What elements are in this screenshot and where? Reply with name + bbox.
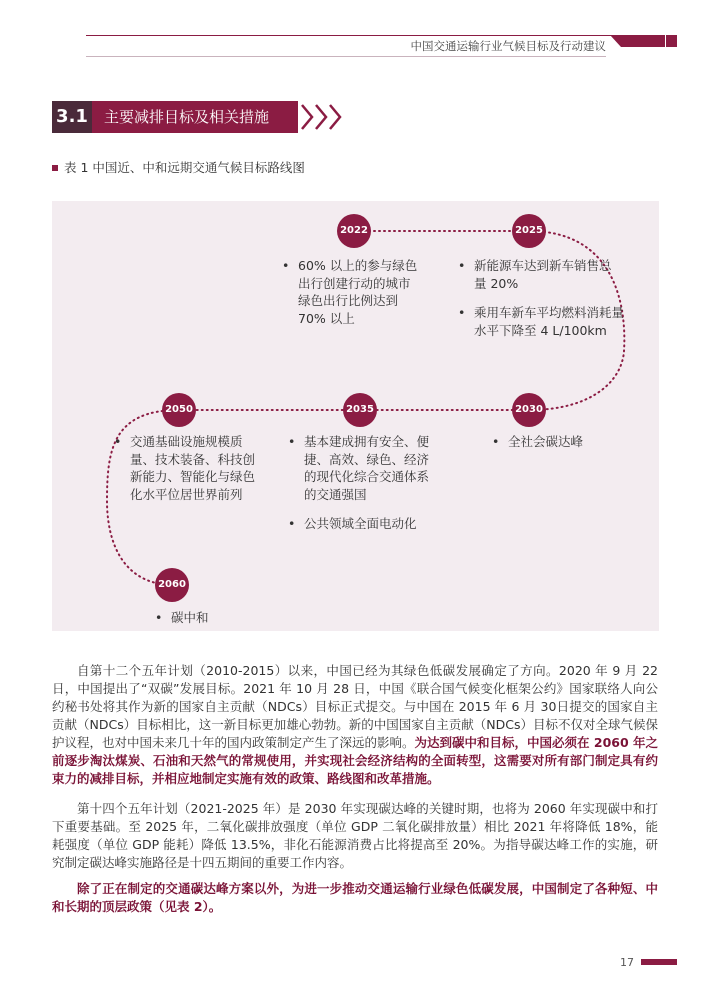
chevron-right-icon bbox=[300, 101, 314, 133]
body-paragraph: 自第十二个五年计划（2010-2015）以来，中国已经为其绿色低碳发展确定了方向。2020 年 9 月 22 日，中国提出了“双碳”发展目标。2021 年 10 月 28 日，中国《联合国气候变化框架公约》国家联络人向公约秘书处将其作为新的国家自主贡献（NDCs）目标正式提交。与中国在 2015 年 6 月 30日提交的国家自主贡献（NDCs）目标相比，这一新目标更加雄心勃勃。新的中国国家自主贡献（NDCs）目标不仅对全球气候保护议程，也对中国未来几十年的国内政策制定产生了深远的影响。为达到碳中和目标，中国必须在 2060 年之前逐步淘汰煤炭、石油和天然气的常规使用，并实现社会经济结构的全面转型，这需要对所有部门制定具有约束力的减排目标，并相应地制定实施有效的政策、路线图和改革措施。 bbox=[52, 663, 659, 786]
roadmap-panel bbox=[52, 201, 659, 631]
header-flag-decoration bbox=[610, 35, 665, 47]
header-rule bbox=[86, 35, 656, 36]
milestone-2050-item: • 交通基础设施规模质量、技术装备、科技创新能力、智能化与绿色化水平位居世界前列 bbox=[114, 434, 256, 502]
header-square-decoration bbox=[666, 35, 677, 47]
year-marker-2035: 2035 bbox=[343, 393, 377, 427]
page-number: 17 bbox=[620, 956, 634, 969]
table-title: 表 1 中国近、中和远期交通气候目标路线图 bbox=[64, 160, 305, 175]
table-title-bullet bbox=[52, 165, 58, 171]
milestone-2035-item: • 基本建成拥有安全、便捷、高效、绿色、经济的现代化综合交通体系的交通强国 bbox=[288, 434, 430, 502]
milestone-2025-item: • 新能源车达到新车销售总量 20% bbox=[458, 258, 612, 291]
year-marker-2022: 2022 bbox=[337, 214, 371, 248]
highlighted-text: 为达到碳中和目标，中国必须在 2060 年之前逐步淘汰煤炭、石油和天然气的常规使用，并实现社会经济结构的全面转型，这需要对所有部门制定具有约束力的减排目标，并相应地制定实施有效的政策、路线图和改革措施。 bbox=[52, 735, 659, 786]
year-marker-2060: 2060 bbox=[155, 568, 189, 602]
milestone-2022-item: • 60% 以上的参与绿色出行创建行动的城市绿色出行比例达到 70% 以上 bbox=[282, 258, 418, 326]
section-title: 主要减排目标及相关措施 bbox=[92, 101, 298, 133]
chevron-right-icon bbox=[314, 101, 328, 133]
running-header-title: 中国交通运输行业气候目标及行动建议 bbox=[410, 39, 606, 53]
milestone-2035-item: • 公共领域全面电动化 bbox=[288, 516, 417, 531]
year-marker-2025: 2025 bbox=[512, 214, 546, 248]
body-paragraph: 第十四个五年计划（2021-2025 年）是 2030 年实现碳达峰的关键时期，也将为 2060 年实现碳中和打下重要基础。至 2025 年，二氧化碳排放强度（单位 GDP 二氧化碳排放量）相比 2021 年将降低 18%，能耗强度（单位 GDP 能耗）降低 13.5%，非化石能源消费占比将提高至 20%。为指导碳达峰工作的实施，研究制定碳达峰实施路径是十四五期间的重要工作内容。 bbox=[52, 801, 658, 870]
highlighted-text: 除了正在制定的交通碳达峰方案以外，为进一步推动交通运输行业绿色低碳发展，中国制定了各种短、中和长期的顶层政策（见表 2）。 bbox=[52, 881, 658, 914]
body-paragraph bbox=[52, 880, 658, 916]
milestone-2030-item: • 全社会碳达峰 bbox=[492, 434, 584, 449]
milestone-2060-item: • 碳中和 bbox=[155, 610, 209, 625]
milestone-2025-item: • 乘用车新车平均燃料消耗量水平下降至 4 L/100km bbox=[458, 305, 625, 338]
header-subrule bbox=[86, 56, 606, 57]
year-marker-2030: 2030 bbox=[512, 393, 546, 427]
section-number: 3.1 bbox=[52, 101, 92, 133]
footer-bar-decoration bbox=[641, 959, 677, 965]
chevron-right-icon bbox=[328, 101, 342, 133]
year-marker-2050: 2050 bbox=[162, 393, 196, 427]
